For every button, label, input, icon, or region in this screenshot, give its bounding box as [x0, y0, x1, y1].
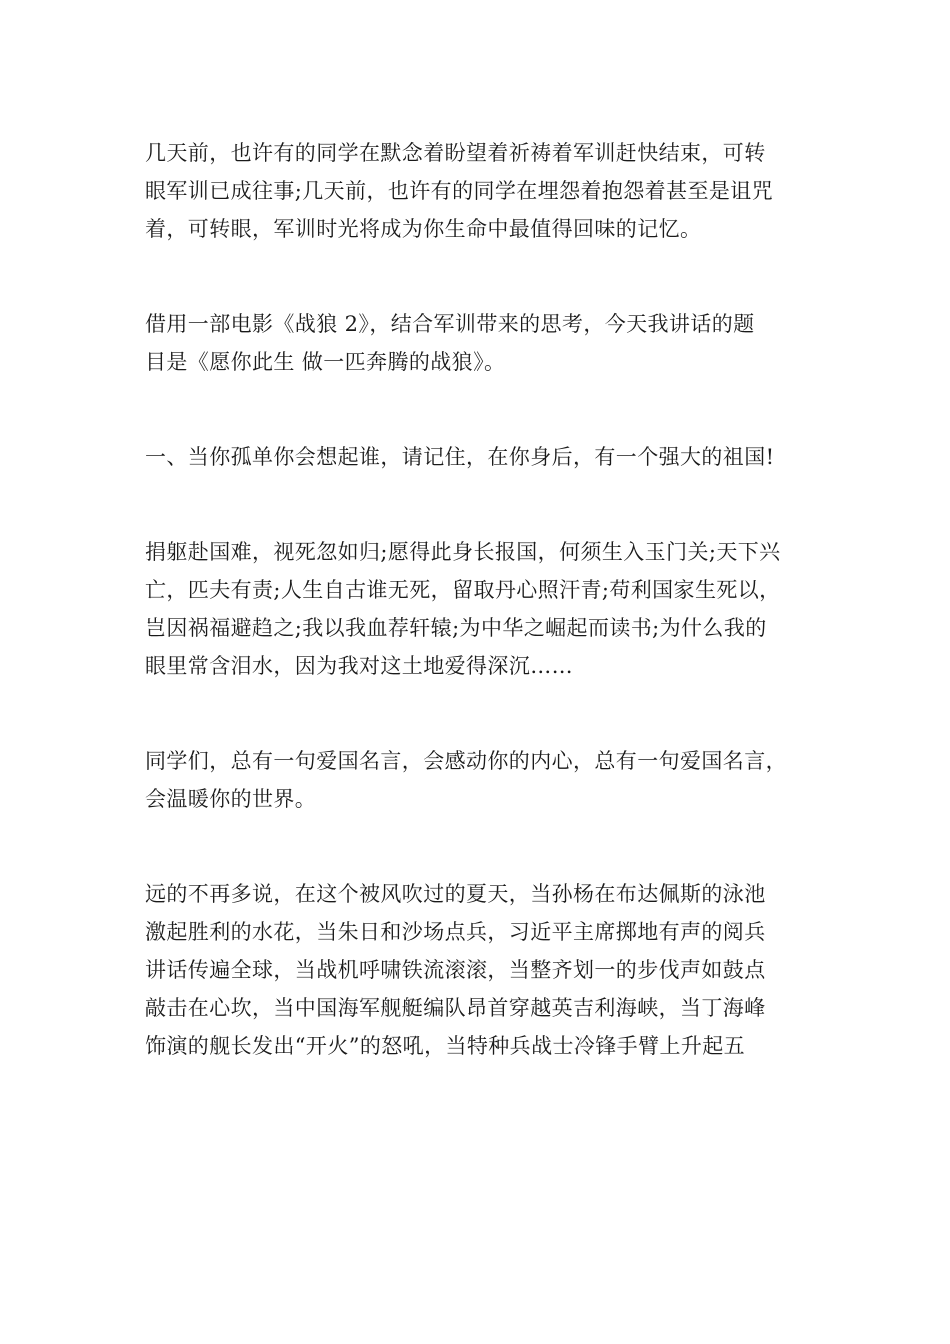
paragraph-5 [145, 875, 815, 1065]
text-line: 讲话传遍全球，当战机呼啸铁流滚滚，当整齐划一的步伐声如鼓点 [145, 958, 766, 982]
section-heading [145, 438, 815, 476]
text-line: 饰演的舰长发出“开火”的怒吼，当特种兵战士冷锋手臂上升起五 [145, 1034, 746, 1058]
text-line: 眼军训已成往事;几天前，也许有的同学在埋怨着抱怨着甚至是诅咒 [145, 179, 774, 203]
text-line: 目是《愿你此生 做一匹奔腾的战狼》。 [145, 350, 506, 374]
document-body [145, 134, 815, 1122]
text-line: 一、当你孤单你会想起谁，请记住，在你身后，有一个强大的祖国! [145, 445, 775, 469]
text-line: 激起胜利的水花，当朱日和沙场点兵，习近平主席掷地有声的阅兵 [145, 920, 766, 944]
text-line: 敲击在心坎，当中国海军舰艇编队昂首穿越英吉利海峡，当丁海峰 [145, 996, 766, 1020]
text-line: 几天前，也许有的同学在默念着盼望着祈祷着军训赶快结束，可转 [145, 141, 766, 165]
text-line: 岂因祸福避趋之;我以我血荐轩辕;为中华之崛起而读书;为什么我的 [145, 616, 767, 640]
paragraph-1 [145, 134, 815, 248]
paragraph-2 [145, 305, 815, 381]
paragraph-3 [145, 533, 815, 685]
text-line: 亡，匹夫有责;人生自古谁无死，留取丹心照汗青;苟利国家生死以， [145, 578, 781, 602]
text-line: 着，可转眼，军训时光将成为你生命中最值得回味的记忆。 [145, 217, 702, 241]
text-line: 捐躯赴国难，视死忽如归;愿得此身长报国，何须生入玉门关;天下兴 [145, 540, 781, 564]
text-line: 眼里常含泪水，因为我对这土地爱得深沉…… [145, 654, 573, 678]
paragraph-4 [145, 742, 815, 818]
text-line: 会温暖你的世界。 [145, 787, 317, 811]
text-line: 远的不再多说，在这个被风吹过的夏天，当孙杨在布达佩斯的泳池 [145, 882, 766, 906]
text-line: 借用一部电影《战狼 2》，结合军训带来的思考，今天我讲话的题 [145, 312, 755, 336]
text-line: 同学们，总有一句爱国名言，会感动你的内心，总有一句爱国名言， [145, 749, 787, 773]
